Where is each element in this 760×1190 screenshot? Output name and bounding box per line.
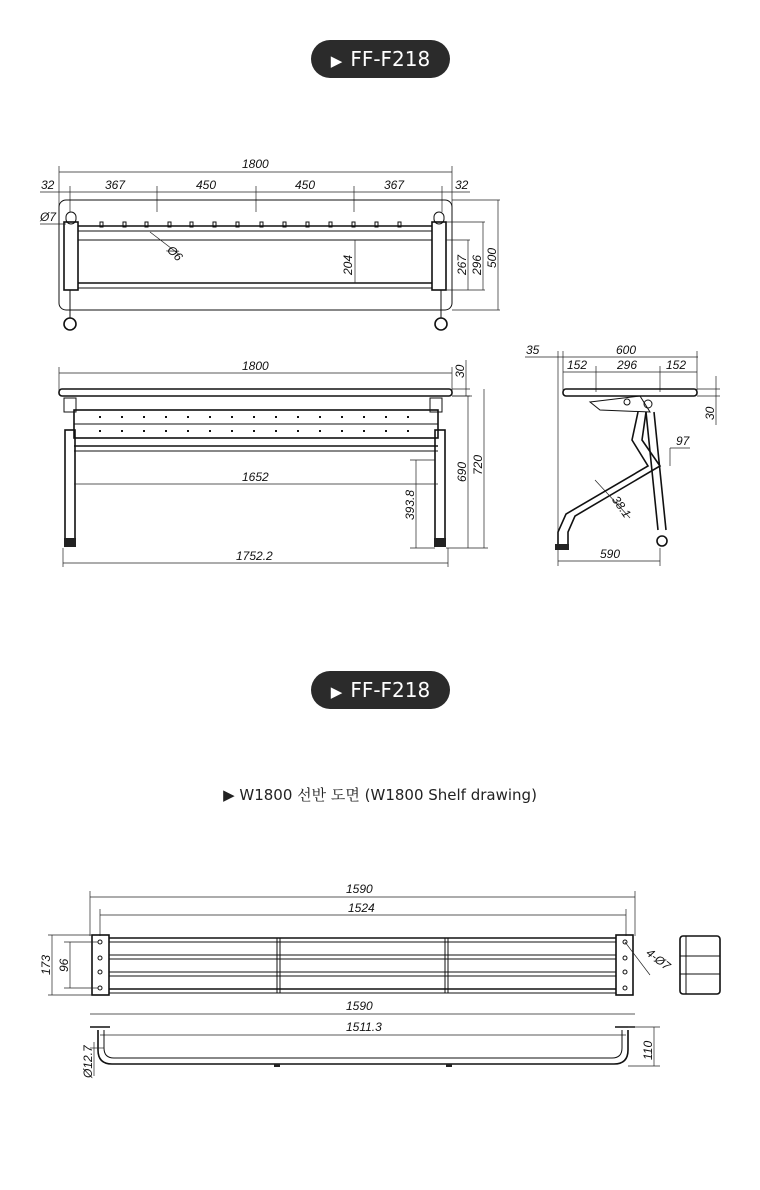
shelf-front-outer-dim: 1590	[346, 999, 373, 1013]
play-arrow-icon: ▶	[330, 683, 343, 701]
rib-dim: Ø6	[164, 242, 186, 265]
hole-pitch-dim: 96	[57, 958, 71, 972]
height-dim: 690	[455, 461, 469, 482]
base-width-dim: 1752.2	[236, 549, 273, 563]
top-seg-dim: 32	[455, 178, 469, 192]
inner-height-dim: 204	[341, 254, 355, 275]
hole-dim: Ø7	[40, 210, 57, 224]
model-label: FF-F218	[350, 47, 431, 71]
side-top-thickness-dim: 30	[703, 406, 717, 420]
top-thickness-dim: 30	[453, 364, 467, 378]
shelf-outer-dim: 1590	[346, 882, 373, 896]
side-view	[525, 343, 720, 566]
front-overall-dim: 1800	[242, 359, 269, 373]
shelf-front-view	[81, 999, 660, 1079]
side-base-dim: 590	[600, 547, 621, 561]
top-seg-dim: 450	[295, 178, 316, 192]
shelf-inner-dim: 1524	[348, 901, 375, 915]
top-seg-dim: 367	[105, 178, 126, 192]
holes-dim: 4-Ø7	[643, 945, 674, 974]
height-dim: 296	[470, 254, 484, 275]
side-seg-dim: 152	[666, 358, 687, 372]
side-drop-dim: 97	[676, 434, 690, 448]
frame-width-dim: 1652	[242, 470, 269, 484]
top-overall-dim: 1800	[242, 157, 269, 171]
height-dim: 500	[485, 247, 499, 268]
top-seg-dim: 450	[196, 178, 217, 192]
side-seg-dim: 152	[567, 358, 588, 372]
top-seg-dim: 367	[384, 178, 405, 192]
side-seg-dim: 296	[617, 358, 638, 372]
shelf-drawing-caption: ▶ W1800 선반 도면 (W1800 Shelf drawing)	[223, 786, 537, 804]
top-seg-dim: 32	[41, 178, 55, 192]
height-dim: 267	[455, 254, 469, 275]
front-view	[59, 359, 488, 567]
rod-dim: Ø12.7	[81, 1045, 95, 1078]
shelf-front-inner-dim: 1511.3	[346, 1020, 382, 1034]
model-label: FF-F218	[350, 678, 431, 702]
tube-dim: 38.1	[608, 493, 634, 521]
play-arrow-icon: ▶	[330, 52, 343, 70]
side-depth-dim: 600	[616, 343, 637, 357]
height-dim: 720	[471, 454, 485, 475]
shelf-holes	[98, 940, 627, 990]
shelf-height-dim: 173	[39, 954, 53, 975]
top-view	[39, 157, 500, 330]
shelf-top-view	[39, 882, 720, 995]
rail-height-dim: 393.8	[403, 489, 417, 520]
shelf-front-height-dim: 110	[641, 1040, 655, 1060]
side-offset-dim: 35	[526, 343, 540, 357]
